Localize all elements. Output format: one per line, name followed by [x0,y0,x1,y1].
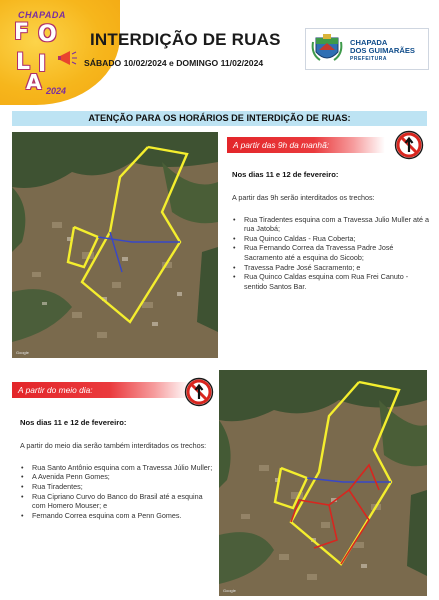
section-intro: A partir do meio dia serão também interditados os trechos: [20,441,207,451]
section-dates: Nos dias 11 e 12 de fevereiro: [232,170,339,179]
map-credit: Google [223,588,236,593]
attention-text: ATENÇÃO PARA OS HORÁRIOS DE INTERDIÇÃO DE RUAS: [88,113,351,123]
section-heading-morning [227,137,385,153]
list-item: • Rua Quinco Caldas - Rua Coberta; [232,234,430,243]
section-morning-text [232,170,430,291]
page-title: INTERDIÇÃO DE RUAS [90,30,281,49]
prefeitura-logo [305,28,429,70]
prefeitura-label: PREFEITURA [350,56,387,62]
section-heading-text: A partir do meio dia: [18,385,93,395]
municipal-crest-icon [310,32,344,66]
closure-list [232,215,430,291]
prefeitura-name [350,39,415,55]
list-item: • Rua Fernando Correa da Travessa Padre José Sacramento até a esquina do Sicoob; [232,243,430,262]
list-item: • Rua Tiradentes; [20,482,214,491]
map-credit: Google [16,350,29,355]
section-dates: Nos dias 11 e 12 de fevereiro: [20,418,127,427]
map-morning-closures [12,132,218,358]
section-noon-text [20,418,214,521]
satellite-map-image [12,132,218,358]
header [0,0,439,103]
prefeitura-name-line2: DOS GUIMARÃES [350,46,415,55]
section-heading-text: A partir das 9h da manhã: [233,140,330,150]
prefeitura-name-line1: CHAPADA [350,38,388,47]
logo-letter: L [16,50,31,75]
page-subtitle: SÁBADO 10/02/2024 e DOMINGO 11/02/2024 [84,58,264,68]
logo-letter: A [26,70,42,94]
satellite-map-image [219,370,427,596]
list-item: • Rua Santo Antônio esquina com a Travessa Júlio Muller; [20,463,214,472]
logo-letter: F [14,20,30,45]
closure-list [20,463,214,521]
list-item: • A Avenida Penn Gomes; [20,472,214,481]
list-item: • Rua Quinco Caldas esquina com Rua Frei Canuto - sentido Santos Bar. [232,272,430,291]
logo-year: 2024 [46,86,67,96]
logo-top-text: CHAPADA [18,10,66,20]
megaphone-icon [58,50,78,66]
no-entry-sign-icon [184,377,214,407]
list-item: • Fernando Correa esquina com a Penn Gomes. [20,511,214,520]
section-heading-noon [12,382,190,398]
logo-letter: O [38,22,57,47]
logo-letter: I [38,52,47,77]
list-item: • Rua Cipriano Curvo do Banco do Brasil até a esquina com Homero Mouser; e [20,492,214,511]
no-entry-sign-icon [394,130,424,160]
list-item: • Rua Tiradentes esquina com a Travessa Julio Muller até a rua Jatobá; [232,215,430,234]
chapada-folia-logo [8,6,82,98]
attention-bar [12,111,427,126]
map-noon-closures [219,370,427,596]
list-item: • Travessa Padre José Sacramento; e [232,263,430,272]
section-intro: A partir das 9h serão interditados os trechos: [232,193,375,203]
